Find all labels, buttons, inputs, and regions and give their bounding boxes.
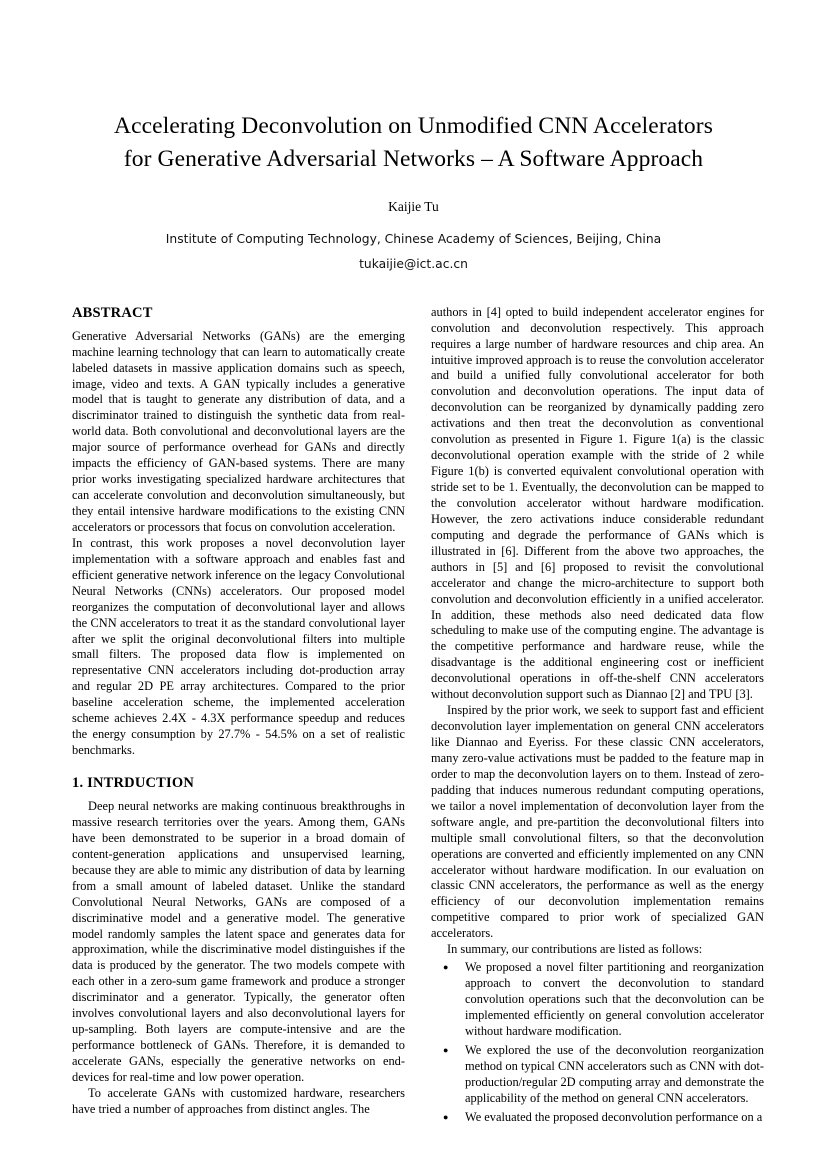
contributions-intro: In summary, our contributions are listed as follows:	[447, 942, 703, 957]
right-column	[431, 305, 764, 1129]
left-column	[72, 305, 405, 1129]
right-paragraph-1: authors in [4] opted to build independent accelerator engines for convolution and deconvolution respectively. This approach requires a large number of hardware resources and chip area. An intuitive improved approach is to reuse the convolution accelerator and build a unified fully convolutional accelerator for both convolution and deconvolution operations. The input data of deconvolution can be reorganized by dynamically padding zero activations and then treat the deconvolution as conventional convolution as presented in Figure 1. Figure 1(a) is the classic deconvolutional operation example with the stride of 2 while Figure 1(b) is converted equivalent convolutional operation with stride set to be 1. Eventually, the deconvolution can be mapped to the convolution accelerator without hardware modification. However, the zero activations induce considerable redundant computing and degrade the performance of GANs which is illustrated in [6]. Different from the above two approaches, the authors in [5] and [6] proposed to revisit the convolutional accelerator and change the micro-architecture to support both convolution and deconvolution efficiently in a unified accelerator. In addition, these methods also need dedicated data flow scheduling to make use of the computing engine. The advantage is the competitive performance and hardware reuse, while the disadvantage is the additional engineering cost or inefficient deconvolutional operations in off-the-shelf CNN accelerators without deconvolution support such as Diannao [2] and TPU [3].	[431, 304, 764, 702]
list-item: ● We evaluated the proposed deconvolution performance on a	[451, 1110, 764, 1126]
introduction-heading: 1. INTRDUCTION	[72, 775, 195, 792]
introduction-paragraph-1: Deep neural networks are making continuous breakthroughs in massive research territories over the years. Among them, GANs have been demonstrated to be superior in a broad domain of content-generation applications and unsupervised learning, because they are able to mimic any distribution of data by learning from a small amount of labeled dataset. Unlike the standard Convolutional Neural Networks, GANs are composed of a discriminative model and a generative model. The generative model randomly samples the latent space and generates data for approximation, while the discriminative model distinguishes if the data is produced by the generator. The two models compete with each other in a zero-sum game framework and produce a stronger discriminator and a generator. Typically, the generator often involves convolutional layers and also deconvolutional layers for up-sampling. Both layers are compute-intensive and are the performance bottleneck of GANs. Therefore, it is demanded to accelerate GANs, especially the generative networks on end-devices for real-time and low power operation.	[72, 799, 405, 1084]
right-paragraph-2: Inspired by the prior work, we seek to support fast and efficient deconvolution layer implementation on general CNN accelerators like Diannao and Eyeriss. For these classic CNN accelerators, many zero-value activations must be padded to the feature map in order to map the deconvolution layers on to them. Instead of zero-padding that induces numerous redundant computing operations, we tailor a novel implementation of deconvolution layer from the software angle, and pre-partition the deconvolutional filters into multiple small convolutional filters, so that the deconvolution operations are converted and efficiently implemented on any CNN accelerator without hardware modification. In our evaluation on classic CNN accelerators, the performance as well as the energy efficiency of our deconvolution implementation remains competitive compared to prior work of specialized GAN accelerators.	[431, 703, 764, 941]
body-columns	[72, 304, 764, 1129]
list-item: ● We explored the use of the deconvolution reorganization method on typical CNN accelerators such as CNN with dot-production/regular 2D computing array and demonstrate the applicability of the method on general CNN accelerators.	[451, 1043, 764, 1107]
abstract-heading: ABSTRACT	[72, 304, 153, 321]
author-affiliation: Institute of Computing Technology, Chinese Academy of Sciences, Beijing, China	[165, 231, 662, 246]
author-email: tukaijie@ict.ac.cn	[359, 256, 468, 271]
author-name: Kaijie Tu	[388, 198, 439, 214]
abstract-paragraph-1: Generative Adversarial Networks (GANs) are the emerging machine learning technology that can learn to automatically create labeled datasets in massive application domains such as speech, image, video and texts. A GAN typically includes a generative model that is taught to generate any distribution of data, and a discriminator trained to distinguish the synthetic data from real-world data. Both convolutional and deconvolutional layers are the major source of performance overhead for GANs and directly impacts the efficiency of GAN-based systems. There are many prior works investigating specialized hardware architectures that can accelerate convolution and deconvolution simultaneously, but they entail intensive hardware modifications to the existing CNN accelerators or processors that focus on convolution acceleration.	[72, 328, 405, 534]
page-title: Accelerating Deconvolution on Unmodified CNN Accelerators for Generative Adversarial Networks – A Software Approach	[114, 113, 713, 173]
abstract-paragraph-2: In contrast, this work proposes a novel deconvolution layer implementation with a software approach and enables fast and efficient generative network inference on the legacy Convolutional Neural Networks (CNNs) accelerators. Our proposed model reorganizes the computation of deconvolutional layer and allows the CNN accelerators to treat it as the standard convolutional layer after we split the original deconvolutional filters into multiple small filters. The proposed data flow is implemented on representative CNN accelerators including dot-production array and regular 2D PE array architectures. Compared to the prior baseline acceleration scheme, the implemented acceleration scheme achieves 2.4X - 4.3X performance speedup and reduces the energy consumption by 27.7% - 54.5% on a set of realistic benchmarks.	[72, 535, 405, 758]
contributions-list	[431, 960, 764, 1125]
introduction-paragraph-2: To accelerate GANs with customized hardware, researchers have tried a number of approaches from distinct angles. The	[72, 1085, 405, 1116]
list-item: ● We proposed a novel filter partitioning and reorganization approach to convert the deconvolution to standard convolution operations such that the deconvolution can be implemented efficiently on general convolution accelerator without hardware modification.	[451, 960, 764, 1040]
